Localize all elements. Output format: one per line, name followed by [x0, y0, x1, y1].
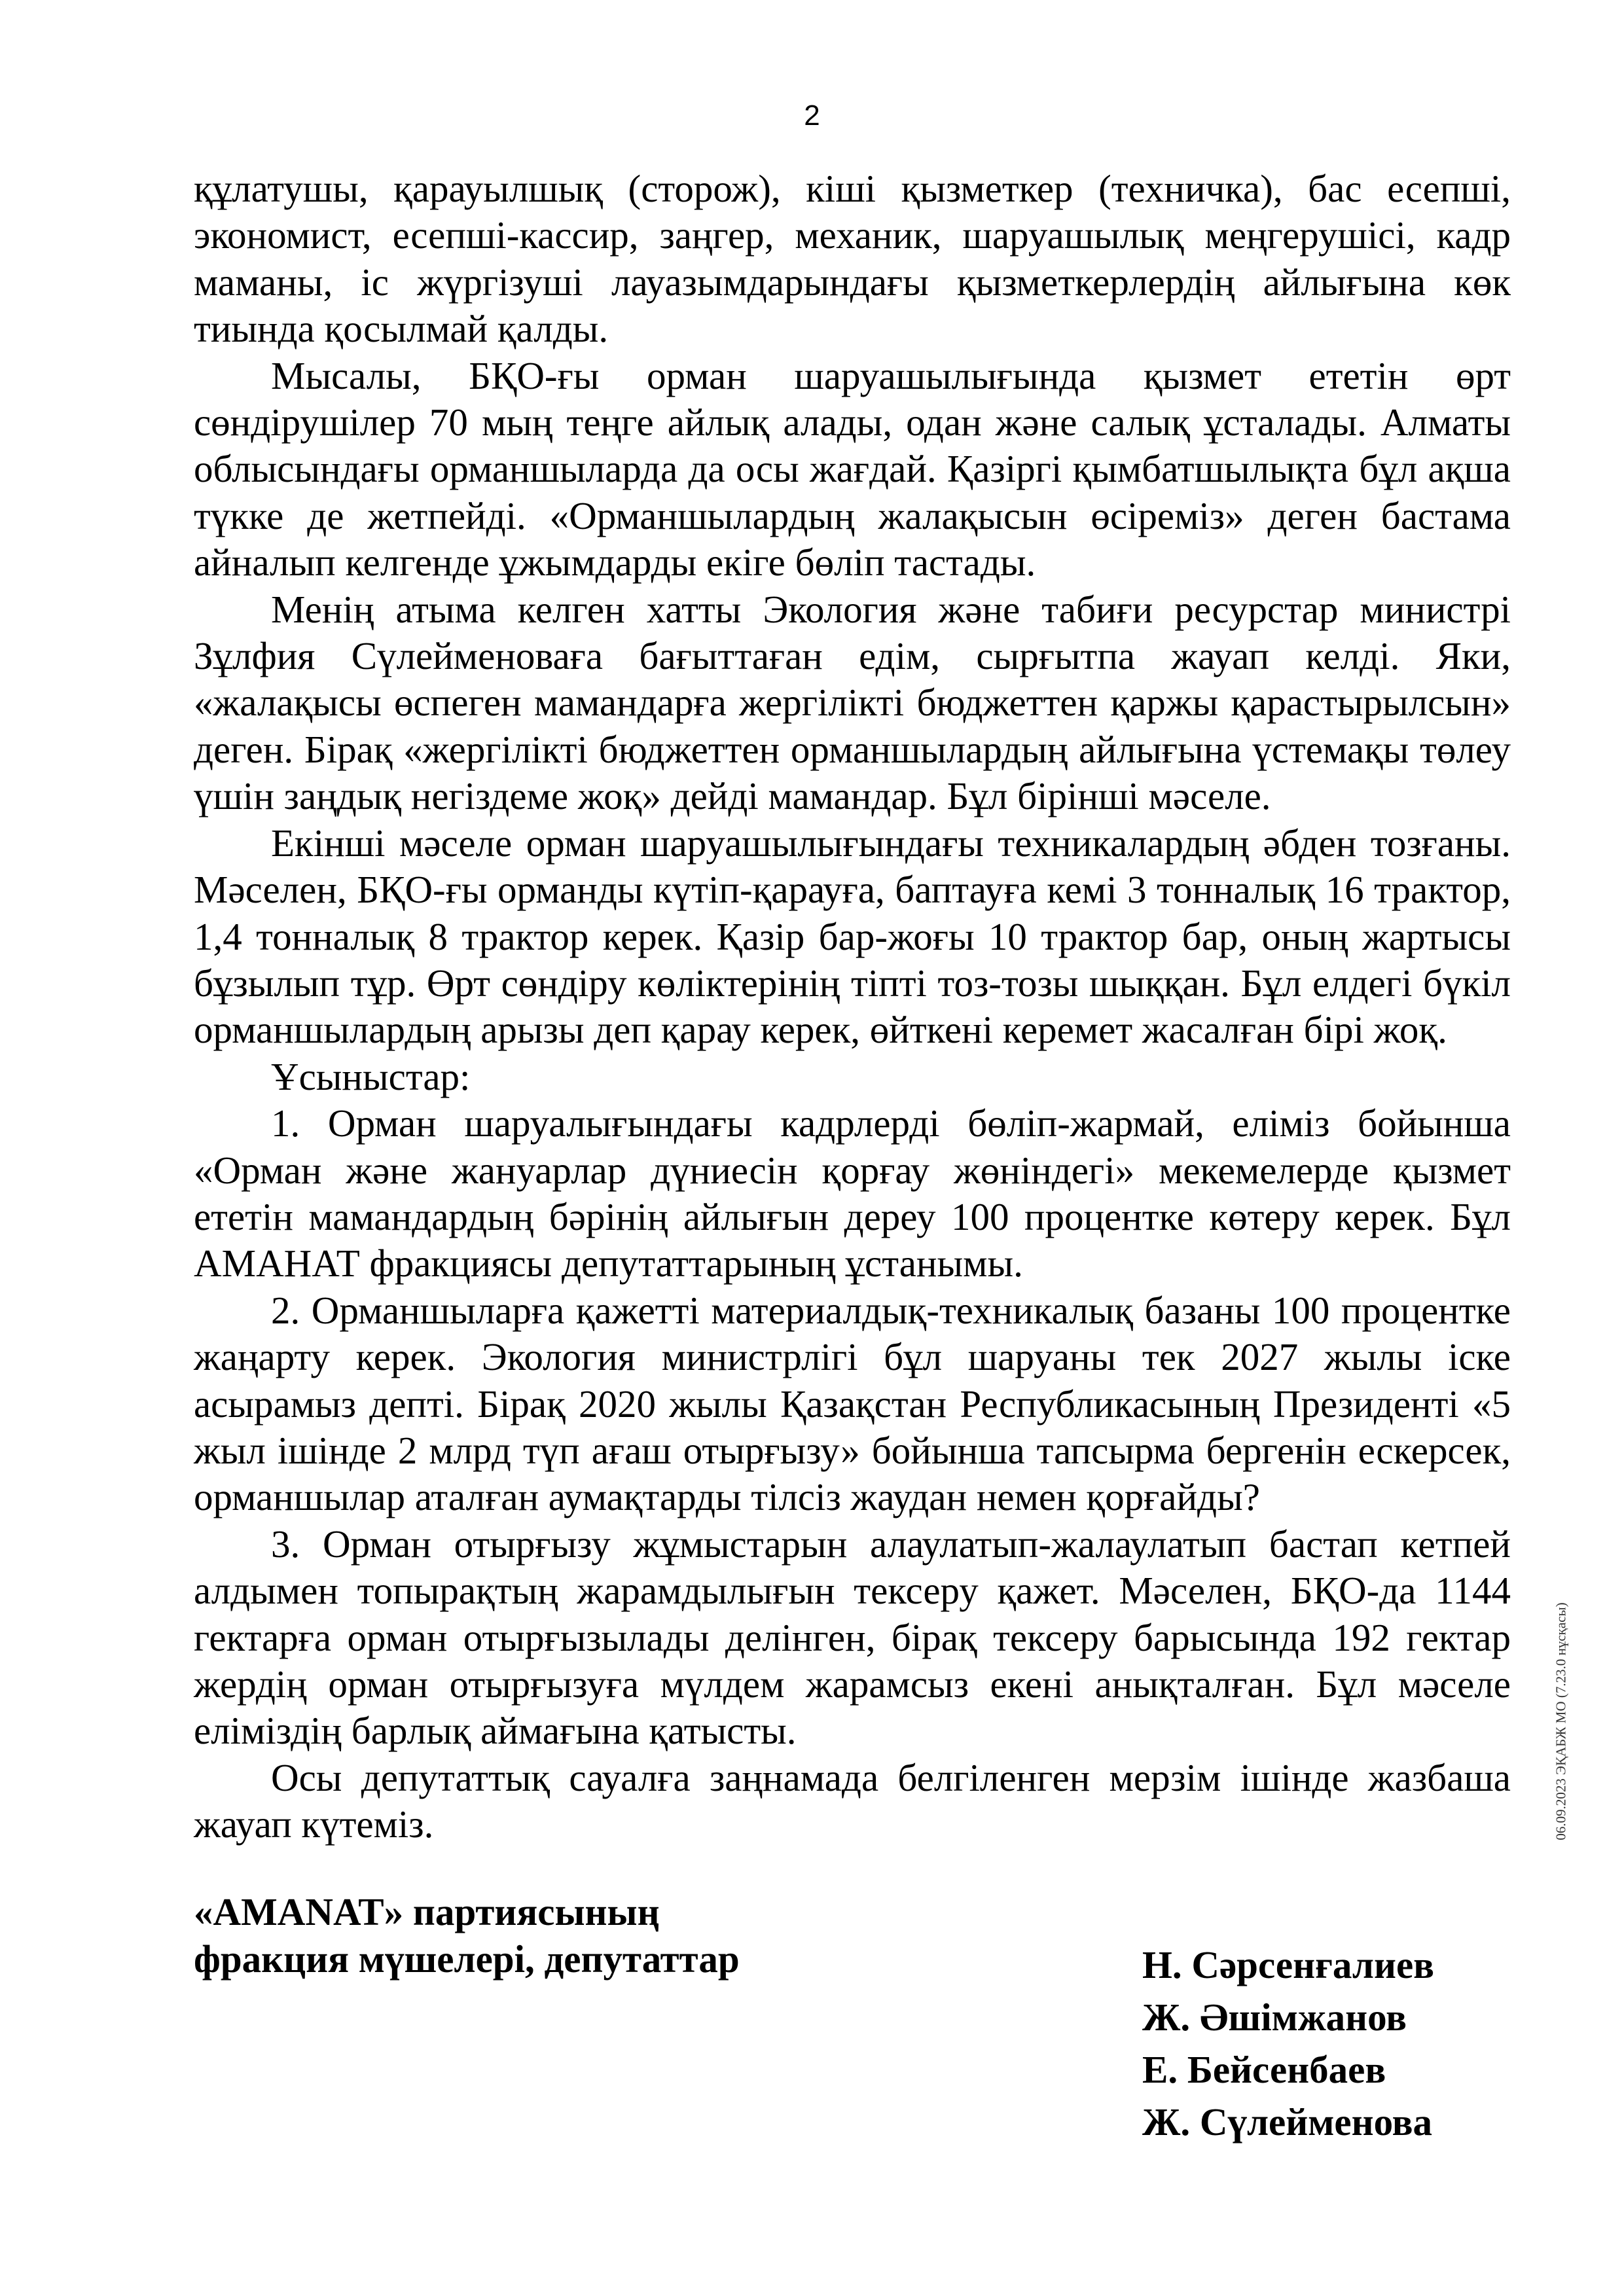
page-number: 2 [804, 99, 820, 132]
signatory-name: Ж. Әшімжанов [1142, 1996, 1407, 2039]
proposal-item: 1. Орман шаруалығындағы кадрлерді бөліп-жармай, еліміз бойынша «Орман және жануарлар дүниесін қорғау жөніндегі» мекемелерде қызмет ететін мамандардың бәрінің айлығын дереу 100 процентке көтеру керек. Бұл АМАНАТ фракциясы депутаттарының ұстанымы. [194, 1102, 1511, 1285]
party-line: «AMANAT» партиясының [194, 1890, 660, 1933]
signature-block-left [194, 1888, 740, 1982]
proposal-item: 3. Орман отырғызу жұмыстарын алаулатып-жалаулатып бастап кетпей алдымен топырақтың жарамдылығын тексеру қажет. Мәселен, БҚО-да 1144 гектарға орман отырғызылады делінген, бірақ тексеру барысында 192 гектар жердің орман отырғызуға мүлдем жарамсыз екені анықталған. Бұл мәселе еліміздің барлық аймағына қатысты. [194, 1522, 1511, 1753]
document-body [194, 166, 1511, 1848]
side-registration-stamp [1553, 1602, 1569, 1840]
paragraph: Менің атыма келген хатты Экология және табиғи ресурстар министрі Зұлфия Сүлейменоваға бағыттаған едім, сырғытпа жауап келді. Яки, «жалақысы өспеген мамандарға жергілікті бюджеттен қаржы қарастырылсын» деген. Бірақ «жергілікті бюджеттен орманшылардың айлығына үстемақы төлеу үшін заңдық негіздеме жоқ» дейді мамандар. Бұл бірінші мәселе. [194, 587, 1511, 818]
paragraph: құлатушы, қарауылшық (сторож), кіші қызметкер (техничка), бас есепші, экономист, есепші-кассир, заңгер, механик, шаруашылық меңгерушісі, кадр маманы, іс жүргізуші лауазымдарындағы қызметкерлердің айлығына көк тиында қосылмай қалды. [194, 167, 1511, 351]
signature-names [1142, 1939, 1434, 2148]
paragraph: Екінші мәселе орман шаруашылығындағы техникалардың әбден тозғаны. Мәселен, БҚО-ғы орманды күтіп-қарауға, баптауға кемі 3 тонналық 16 трактор, 1,4 тонналық 8 трактор керек. Қазір бар-жоғы 10 трактор бар, оның жартысы бұзылып тұр. Өрт сөндіру көліктерінің тіпті тоз-тозы шыққан. Бұл елдегі бүкіл орманшылардың арызы деп қарау керек, өйткені керемет жасалған бірі жоқ. [194, 821, 1511, 1052]
side-stamp-text: 06.09.2023 ЭҚАБЖ МО (7.23.0 нұсқасы) [1553, 1602, 1569, 1840]
signatory-name: Е. Бейсенбаев [1142, 2048, 1386, 2091]
members-line: фракция мүшелері, депутаттар [194, 1937, 740, 1981]
paragraph-heading: Ұсыныстар: [271, 1054, 471, 1098]
signatory-name: Н. Сәрсенғалиев [1142, 1943, 1435, 1986]
proposal-item: 2. Орманшыларға қажетті материалдық-техникалық базаны 100 процентке жаңарту керек. Экология министрлігі бұл шаруаны тек 2027 жылы іске асырамыз депті. Бірақ 2020 жылы Қазақстан Республикасының Президенті «5 жыл ішінде 2 млрд түп ағаш отырғызу» бойынша тапсырма бергенін ескерсек, орманшылар аталған аумақтарды тілсіз жаудан немен қорғайды? [194, 1288, 1511, 1519]
signatory-name: Ж. Сүлейменова [1142, 2100, 1432, 2144]
closing-paragraph: Осы депутаттық сауалға заңнамада белгіленген мерзім ішінде жазбаша жауап күтеміз. [194, 1755, 1511, 1846]
paragraph: Мысалы, БҚО-ғы орман шаруашылығында қызмет ететін өрт сөндірушілер 70 мың теңге айлық алады, одан және салық ұсталады. Алматы облысындағы орманшыларда да осы жағдай. Қазіргі қымбатшылықта бұл ақша түкке де жетпейді. «Орманшылардың жалақысын өсіреміз» деген бастама айналып келгенде ұжымдарды екіге бөліп тастады. [194, 353, 1511, 584]
